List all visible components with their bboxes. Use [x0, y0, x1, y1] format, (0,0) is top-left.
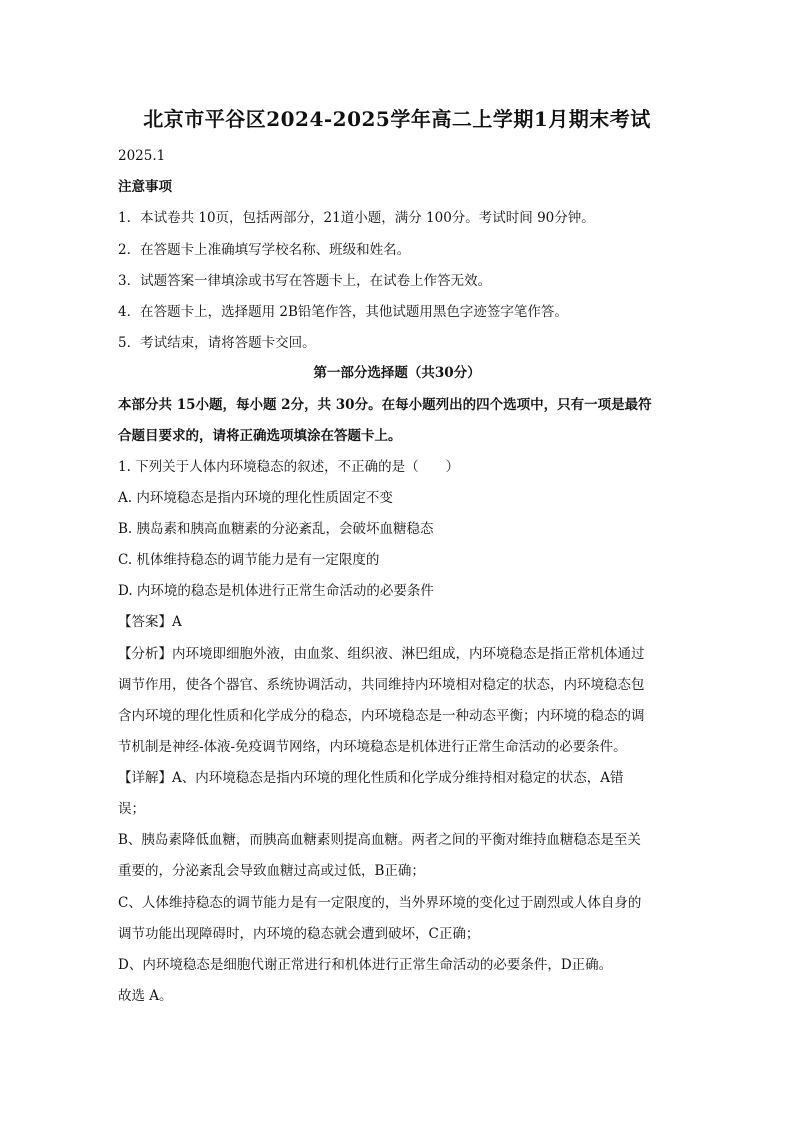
option-c: C. 机体维持稳态的调节能力是有一定限度的: [118, 552, 380, 568]
page-title: 北京市平谷区2024-2025学年高二上学期1月期末考试: [143, 107, 651, 131]
analysis-line: 节机制是神经-体液-免疫调节网络，内环境稳态是机体进行正常生命活动的必要条件。: [118, 739, 627, 755]
detail-line: B、胰岛素降低血糖，而胰高血糖素则提高血糖。两者之间的平衡对维持血糖稳态是至关: [118, 832, 641, 848]
detail-line: C、人体维持稳态的调节能力是有一定限度的，当外界环境的变化过于剧烈或人体自身的: [118, 895, 642, 911]
option-a: A. 内环境稳态是指内环境的理化性质固定不变: [118, 490, 393, 506]
notice-item: 3．试题答案一律填涂或书写在答题卡上，在试卷上作答无效。: [118, 273, 492, 289]
notice-heading: 注意事项: [118, 179, 172, 195]
analysis-line: 【分析】内环境即细胞外液，由血浆、组织液、淋巴组成，内环境稳态是指正常机体通过: [118, 646, 645, 662]
detail-line: 调节功能出现障碍时，内环境的稳态就会遭到破坏，C正确；: [118, 926, 480, 942]
notice-item: 4．在答题卡上，选择题用 2B铅笔作答，其他试题用黑色字迹签字笔作答。: [118, 304, 568, 320]
part1-instructions: 本部分共 15小题，每小题 2分，共 30分。在每小题列出的四个选项中，只有一项是最符: [118, 397, 652, 413]
detail-line: 重要的，分泌紊乱会导致血糖过高或过低，B正确；: [118, 863, 425, 879]
detail-line: D、内环境稳态是细胞代谢正常进行和机体进行正常生命活动的必要条件，D正确。: [118, 957, 613, 973]
part1-instructions: 合题目要求的，请将正确选项填涂在答题卡上。: [118, 428, 402, 444]
part1-heading: 第一部分选择题（共30分）: [313, 365, 481, 381]
notice-item: 1．本试卷共 10页，包括两部分，21道小题，满分 100分。考试时间 90分钟。: [118, 210, 595, 226]
notice-item: 5．考试结束，请将答题卡交回。: [118, 335, 316, 351]
option-b: B. 胰岛素和胰高血糖素的分泌紊乱，会破坏血糖稳态: [118, 521, 434, 537]
answer-line: 【答案】A: [118, 614, 182, 630]
exam-date: 2025.1: [118, 148, 166, 164]
option-d: D. 内环境的稳态是机体进行正常生命活动的必要条件: [118, 583, 434, 599]
detail-line: 【详解】A、内环境稳态是指内环境的理化性质和化学成分维持相对稳定的状态，A错: [118, 770, 624, 786]
conclusion-line: 故选 A。: [118, 988, 173, 1004]
question-stem: 1. 下列关于人体内环境稳态的叙述，不正确的是（ ）: [118, 459, 460, 475]
analysis-line: 含内环境的理化性质和化学成分的稳态，内环境稳态是一种动态平衡；内环境的稳态的调: [118, 708, 645, 724]
notice-item: 2．在答题卡上准确填写学校名称、班级和姓名。: [118, 242, 411, 258]
detail-line: 误；: [118, 801, 145, 817]
analysis-line: 调节作用，使各个器官、系统协调活动，共同维持内环境相对稳定的状态，内环境稳态包: [118, 677, 645, 693]
